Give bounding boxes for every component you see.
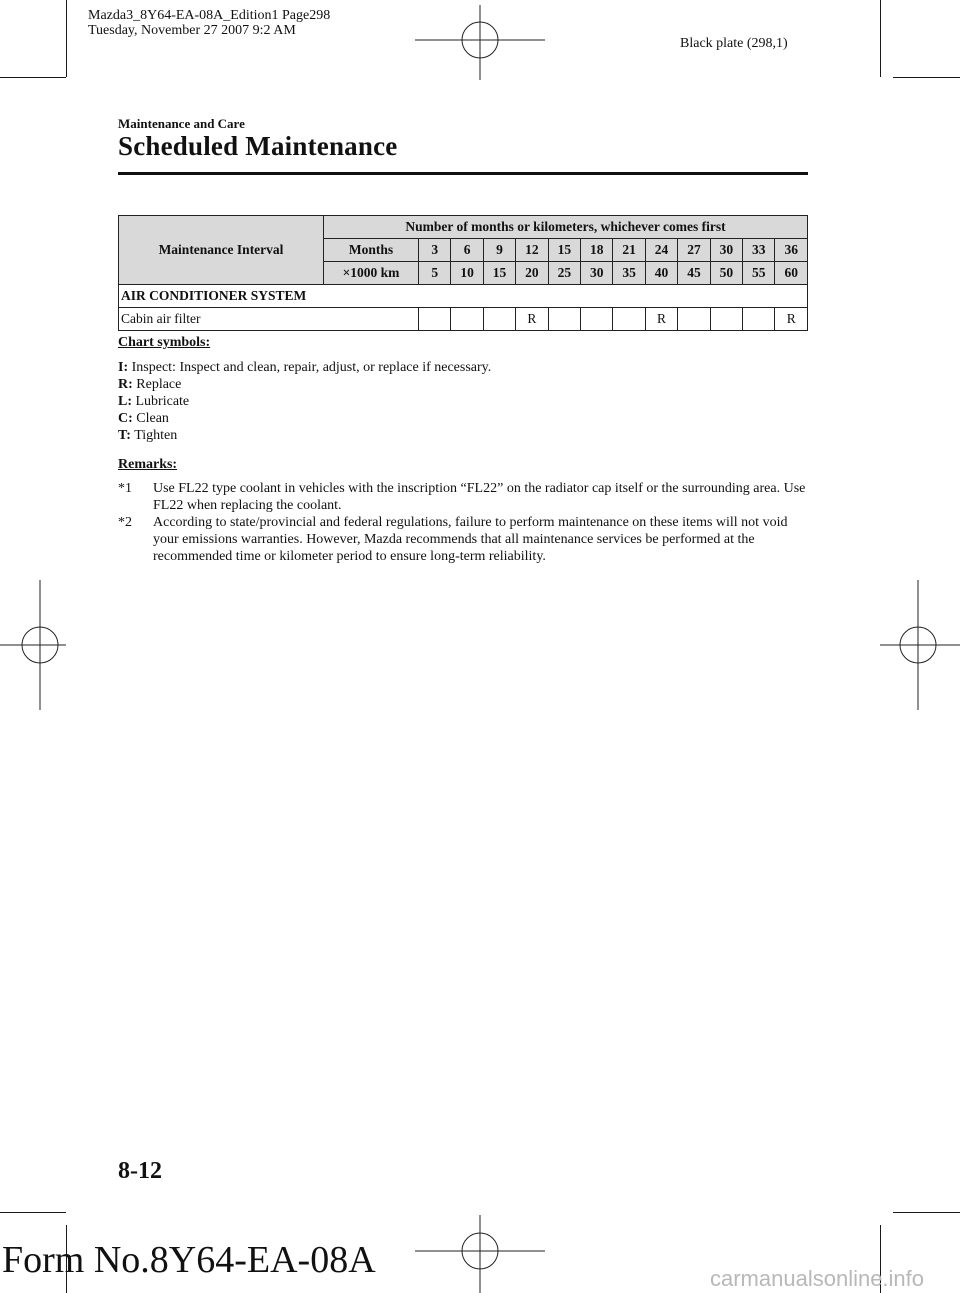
- plate-label: Black plate (298,1): [680, 36, 788, 51]
- remark-text: Use FL22 type coolant in vehicles with the inscription “FL22” on the radiator cap itself or the surrounding area. Use FL22 when replacing the coolant.: [153, 481, 806, 513]
- km-cell: 10: [451, 262, 483, 285]
- schedule-cell: [743, 308, 775, 331]
- section-heading: AIR CONDITIONER SYSTEM: [119, 285, 808, 308]
- maintenance-table: [118, 215, 808, 331]
- symbol-text: Clean: [136, 411, 169, 426]
- symbol-text: Lubricate: [135, 394, 190, 409]
- registration-mark-top: [415, 0, 545, 80]
- crop-mark: [66, 0, 67, 77]
- km-cell: 35: [613, 262, 645, 285]
- symbol-item: [118, 376, 181, 393]
- schedule-cell: [548, 308, 580, 331]
- crop-mark: [0, 1212, 66, 1213]
- crop-mark: [893, 77, 960, 78]
- schedule-cell: [419, 308, 451, 331]
- crop-mark: [880, 0, 881, 77]
- remark-item: [118, 480, 808, 514]
- watermark: carmanualsonline.info: [710, 1266, 925, 1291]
- remark-number: *2: [118, 515, 132, 530]
- month-cell: 33: [743, 239, 775, 262]
- remark-text: According to state/provincial and federal regulations, failure to perform maintenance on these items will not void your emissions warranties. However, Mazda recommends that all maintenance services be performed at the recommended time or kilometer period to ensure long-term reliability.: [153, 515, 788, 564]
- schedule-cell: [678, 308, 710, 331]
- km-cell: 60: [775, 262, 808, 285]
- symbol-key: L:: [118, 394, 132, 409]
- symbols-heading: Chart symbols:: [118, 335, 211, 350]
- date-line: Tuesday, November 27 2007 9:2 AM: [88, 23, 296, 38]
- schedule-cell: [451, 308, 483, 331]
- month-cell: 15: [548, 239, 580, 262]
- symbol-key: R:: [118, 377, 133, 392]
- schedule-cell: R: [645, 308, 677, 331]
- km-cell: 55: [743, 262, 775, 285]
- month-cell: 6: [451, 239, 483, 262]
- month-cell: 36: [775, 239, 808, 262]
- section-row: [119, 285, 808, 308]
- crop-mark: [893, 1212, 960, 1213]
- km-cell: 40: [645, 262, 677, 285]
- months-label: Months: [324, 239, 419, 262]
- symbol-key: C:: [118, 411, 133, 426]
- page-title: Scheduled Maintenance: [118, 131, 398, 161]
- schedule-cell: [483, 308, 515, 331]
- symbol-item: [118, 359, 491, 376]
- schedule-cell: R: [516, 308, 548, 331]
- month-cell: 21: [613, 239, 645, 262]
- section-label: Maintenance and Care: [118, 116, 245, 131]
- symbol-item: [118, 427, 177, 444]
- registration-mark-right: [880, 580, 960, 710]
- km-cell: 50: [710, 262, 742, 285]
- title-rule: [118, 172, 808, 175]
- interval-label: Maintenance Interval: [119, 216, 324, 285]
- km-cell: 15: [483, 262, 515, 285]
- symbol-key: T:: [118, 428, 131, 443]
- symbol-key: I:: [118, 360, 129, 375]
- month-cell: 24: [645, 239, 677, 262]
- form-number: Form No.8Y64-EA-08A: [2, 1239, 376, 1281]
- registration-mark-left: [0, 580, 66, 710]
- symbol-item: [118, 393, 189, 410]
- symbol-text: Replace: [136, 377, 182, 392]
- top-header: Number of months or kilometers, whichever comes first: [324, 216, 808, 239]
- schedule-cell: [613, 308, 645, 331]
- table-header-row: [119, 216, 808, 239]
- month-cell: 9: [483, 239, 515, 262]
- month-cell: 3: [419, 239, 451, 262]
- item-name: Cabin air filter: [119, 308, 419, 331]
- remark-item: [118, 514, 808, 565]
- km-label: ×1000 km: [324, 262, 419, 285]
- symbol-text: Inspect: Inspect and clean, repair, adjust, or replace if necessary.: [131, 360, 492, 375]
- crop-mark: [0, 77, 66, 78]
- symbol-text: Tighten: [134, 428, 178, 443]
- month-cell: 27: [678, 239, 710, 262]
- month-cell: 12: [516, 239, 548, 262]
- symbol-item: [118, 410, 169, 427]
- km-cell: 30: [581, 262, 613, 285]
- table-row: [119, 308, 808, 331]
- file-name-line: Mazda3_8Y64-EA-08A_Edition1 Page298: [88, 8, 331, 23]
- page-number: 8-12: [118, 1158, 162, 1184]
- schedule-cell: [710, 308, 742, 331]
- km-cell: 20: [516, 262, 548, 285]
- km-cell: 25: [548, 262, 580, 285]
- month-cell: 30: [710, 239, 742, 262]
- remarks-heading: Remarks:: [118, 457, 178, 472]
- schedule-cell: R: [775, 308, 808, 331]
- km-cell: 45: [678, 262, 710, 285]
- remark-number: *1: [118, 481, 132, 496]
- registration-mark-bottom: [415, 1215, 545, 1293]
- schedule-cell: [581, 308, 613, 331]
- month-cell: 18: [581, 239, 613, 262]
- km-cell: 5: [419, 262, 451, 285]
